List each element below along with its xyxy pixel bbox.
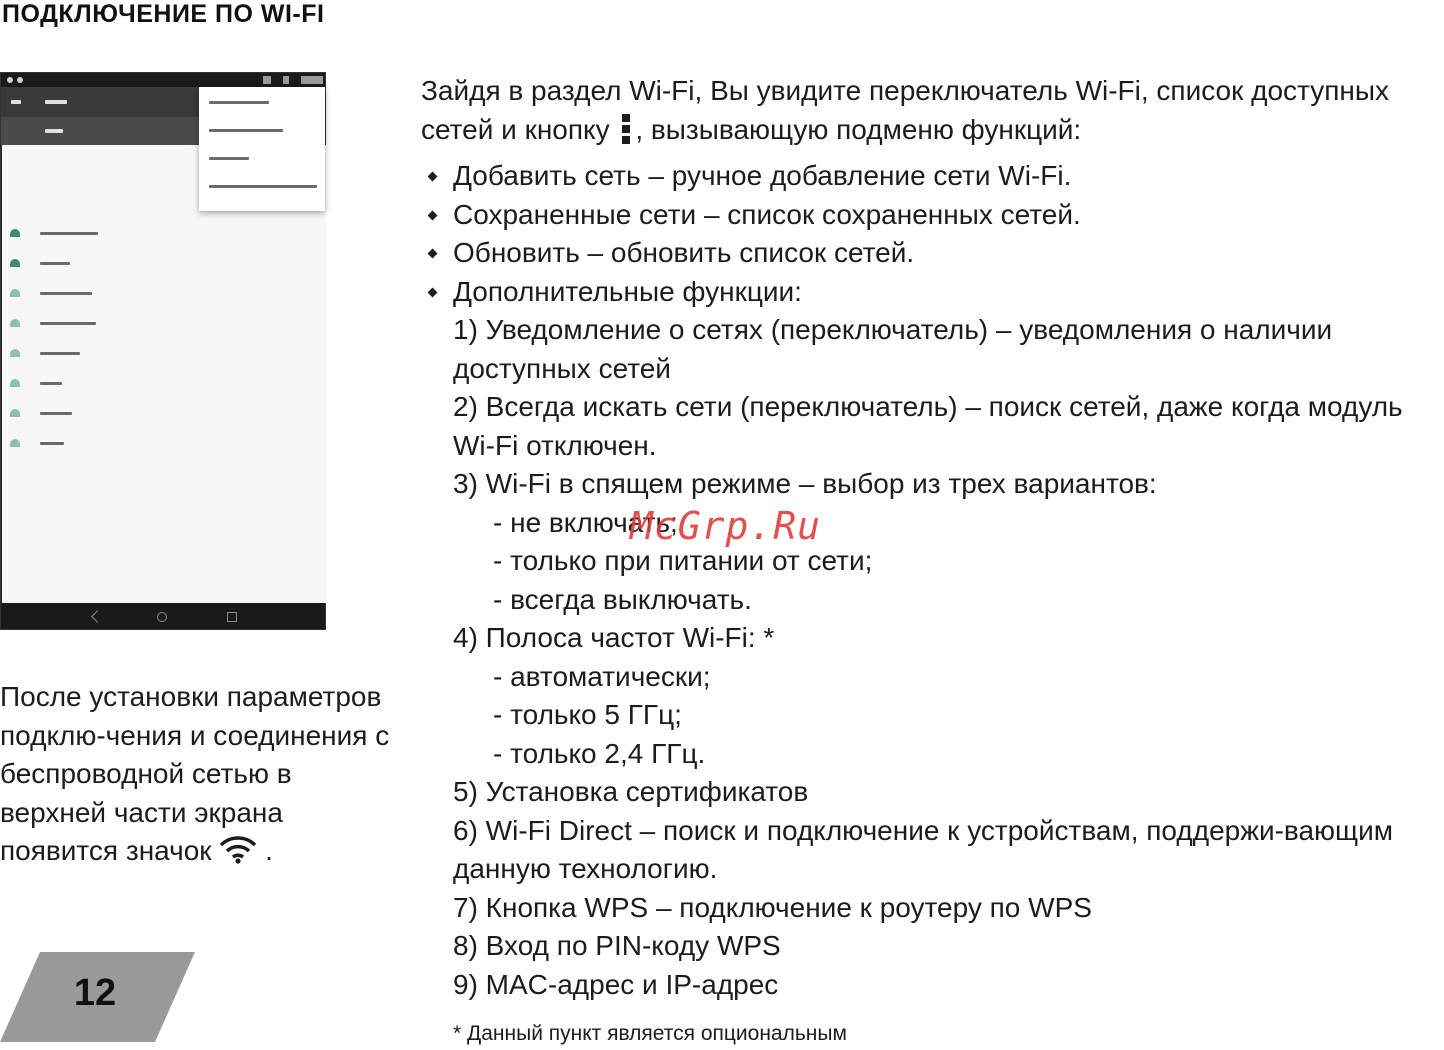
phone-nav-bar: [1, 603, 325, 629]
extra-item-8: 8) Вход по PIN-коду WPS: [453, 930, 781, 961]
caption-end: .: [265, 835, 273, 866]
wifi-icon: [219, 834, 257, 864]
extra-item-3-option: - только при питании от сети;: [493, 545, 873, 576]
extra-item-5: 5) Установка сертификатов: [453, 776, 809, 807]
intro-text-end: , вызывающую подменю функций:: [635, 113, 1082, 145]
intro-text: Зайдя в раздел Wi-Fi, Вы увидите переключатель Wi-Fi, список доступных сетей и кнопку: [421, 75, 1389, 145]
list-item: Обновить – обновить список сетей.: [421, 234, 1443, 273]
watermark: McGrp.Ru: [630, 504, 822, 548]
extra-item-3-option: - всегда выключать.: [493, 583, 752, 615]
extra-item-4-option: - только 2,4 ГГц.: [493, 737, 706, 769]
list-item: Дополнительные функции:: [421, 273, 1443, 312]
footnote: * Данный пункт является опциональным: [453, 1022, 847, 1045]
list-item: Сохраненные сети – список сохраненных сетей.: [421, 196, 1443, 235]
extra-item-1: 1) Уведомление о сетях (переключатель) – уведомления о наличии доступных сетей: [453, 314, 1333, 384]
extra-item-9: 9) MAC-адрес и IP-адрес: [453, 968, 779, 1000]
extra-item-3-option: - не включать;: [493, 506, 678, 538]
phone-status-bar: [1, 73, 325, 87]
extra-item-3: 3) Wi-Fi в спящем режиме – выбор из трех вариантов:: [453, 468, 1157, 499]
page-heading: ПОДКЛЮЧЕНИЕ ПО WI-FI: [2, 0, 325, 28]
menu-functions-list: [421, 157, 1443, 311]
wifi-connected-caption: [0, 678, 400, 871]
phone-overflow-menu: [199, 87, 325, 211]
main-content: [421, 72, 1443, 1004]
extra-item-4-option: - только 5 ГГц;: [493, 699, 682, 730]
phone-screenshot: [0, 72, 326, 630]
intro-paragraph: [421, 72, 1443, 149]
extra-item-6: 6) Wi-Fi Direct – поиск и подключение к устройствам, поддержи-вающим данную технологию.: [453, 814, 1393, 884]
extra-item-4-option: - автоматически;: [493, 660, 711, 692]
phone-network-list: [2, 145, 326, 603]
list-item: Добавить сеть – ручное добавление сети Wi-Fi.: [421, 157, 1443, 196]
extra-item-7: 7) Кнопка WPS – подключение к роутеру по WPS: [453, 891, 1092, 923]
overflow-menu-icon: [621, 113, 631, 145]
extra-item-2: 2) Всегда искать сети (переключатель) – поиск сетей, даже когда модуль Wi-Fi отключен.: [453, 391, 1403, 461]
page-number: 12: [73, 972, 117, 1014]
caption-text: После установки параметров подклю-чения и соединения с беспроводной сетью в верхней части экрана появится значок: [0, 681, 390, 866]
extra-item-4: 4) Полоса частот Wi-Fi: *: [453, 622, 775, 653]
